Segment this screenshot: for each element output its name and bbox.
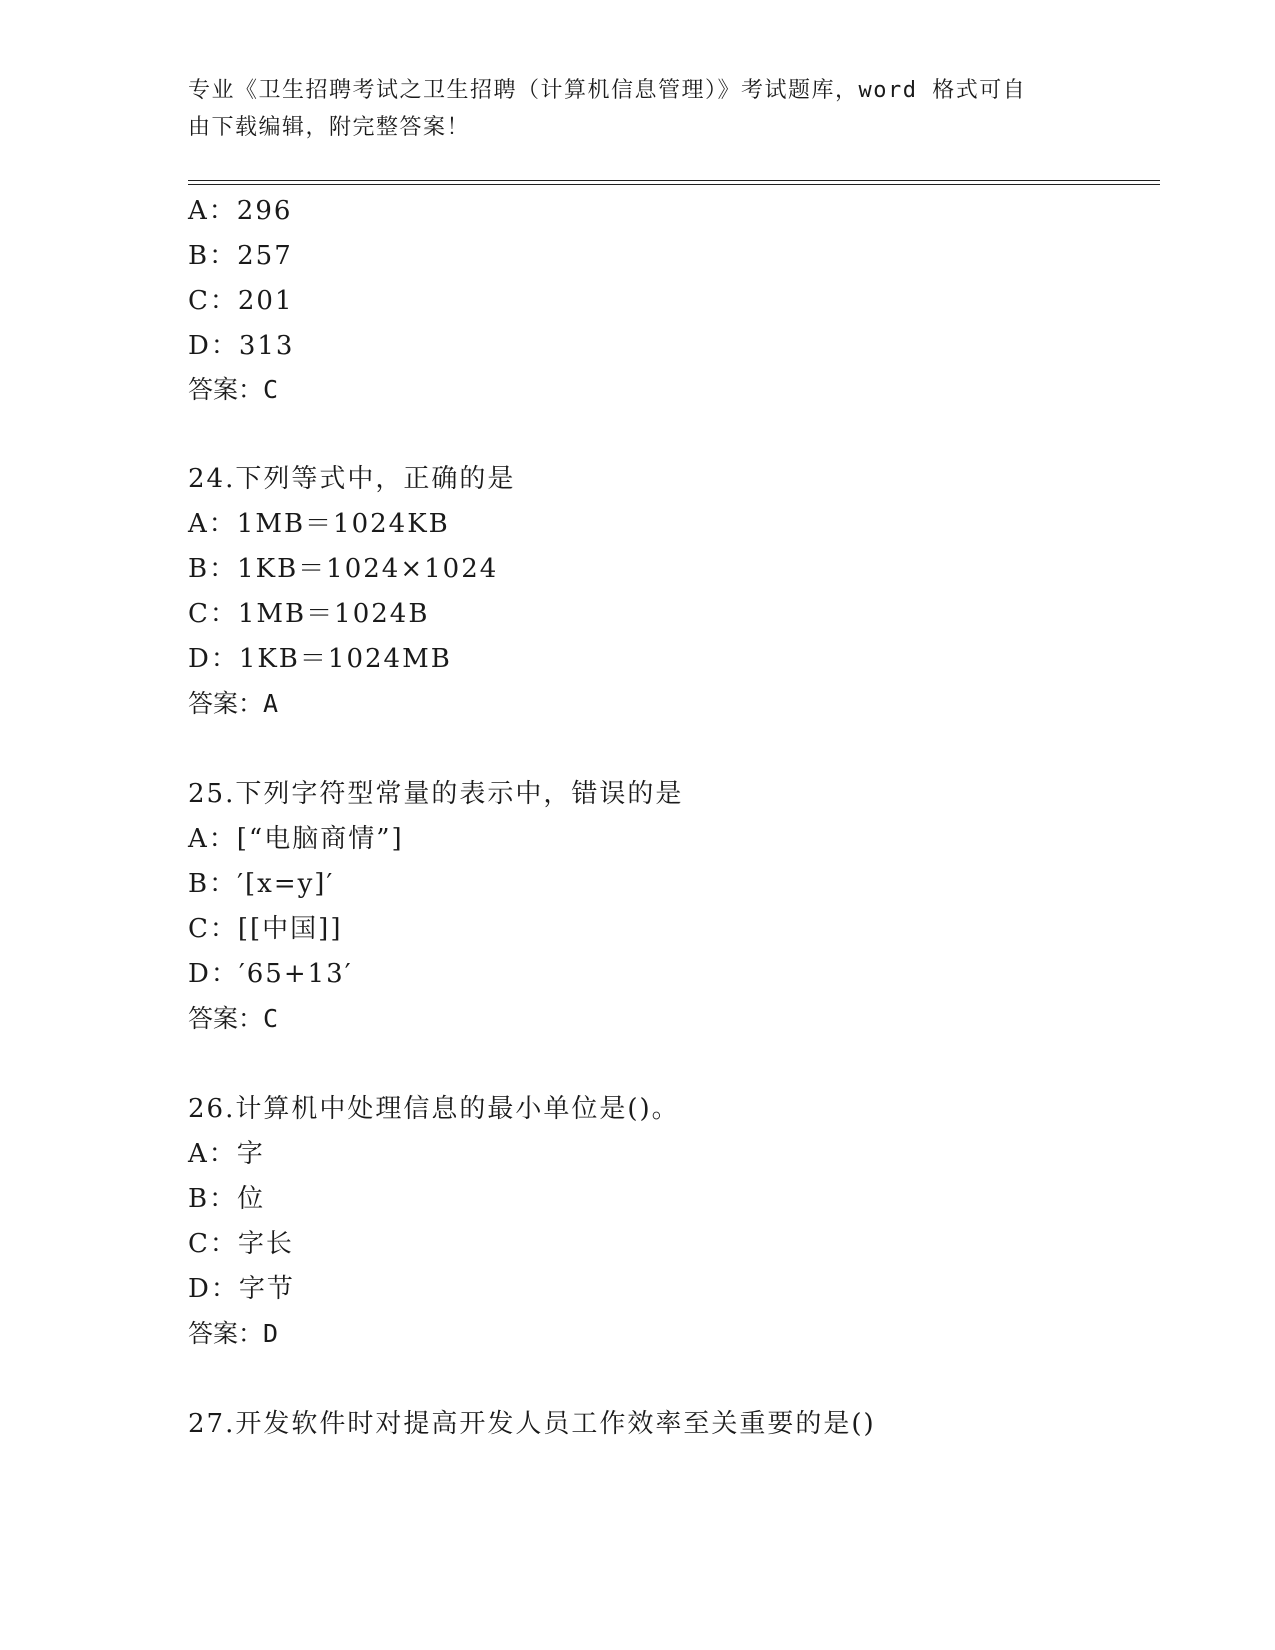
- q26-answer: [188, 1318, 279, 1350]
- q26-option-d: D：字节: [188, 1274, 295, 1304]
- q24-answer-label: 答案：: [188, 689, 264, 718]
- q26-answer-label: 答案：: [188, 1319, 264, 1348]
- q25-option-a: A：[“电脑商情”]: [188, 824, 404, 854]
- q24-question: 24.下列等式中，正确的是: [188, 464, 516, 494]
- q23-answer-label: 答案：: [188, 375, 264, 404]
- q26-question: 26.计算机中处理信息的最小单位是()。: [188, 1094, 680, 1124]
- q23-answer: [188, 374, 279, 406]
- q24-option-c: C：1MB＝1024B: [188, 599, 430, 629]
- q23-option-b: B：257: [188, 241, 293, 271]
- header-line-1: 专业《卫生招聘考试之卫生招聘（计算机信息管理）》考试题库，word 格式可自: [188, 78, 1027, 103]
- q25-answer-label: 答案：: [188, 1004, 264, 1033]
- q25-question: 25.下列字符型常量的表示中，错误的是: [188, 779, 684, 809]
- header-divider-bottom: [188, 184, 1160, 185]
- q23-option-d: D：313: [188, 331, 295, 361]
- header-divider-top: [188, 180, 1160, 181]
- q27-question: 27.开发软件时对提高开发人员工作效率至关重要的是(): [188, 1409, 876, 1439]
- q25-answer-value: C: [263, 1004, 280, 1033]
- document-header: [188, 72, 1068, 146]
- q26-answer-value: D: [263, 1319, 280, 1348]
- q26-option-b: B：位: [188, 1184, 266, 1214]
- header-line-2: 由下载编辑，附完整答案！: [188, 115, 471, 140]
- q26-option-c: C：字长: [188, 1229, 294, 1259]
- q23-option-c: C：201: [188, 286, 294, 316]
- q24-answer: [188, 688, 279, 720]
- q24-option-a: A：1MB＝1024KB: [188, 509, 450, 539]
- q25-option-d: D：′65+13′: [188, 959, 353, 989]
- q26-option-a: A：字: [188, 1139, 265, 1169]
- q24-answer-value: A: [263, 689, 280, 718]
- q23-option-a: A：296: [188, 196, 293, 226]
- q25-answer: [188, 1003, 279, 1035]
- q23-answer-value: C: [263, 375, 280, 404]
- q24-option-b: B：1KB＝1024×1024: [188, 554, 499, 584]
- q25-option-c: C：[[中国]]: [188, 914, 343, 944]
- q25-option-b: B：′[x=y]′: [188, 869, 335, 899]
- q24-option-d: D：1KB＝1024MB: [188, 644, 452, 674]
